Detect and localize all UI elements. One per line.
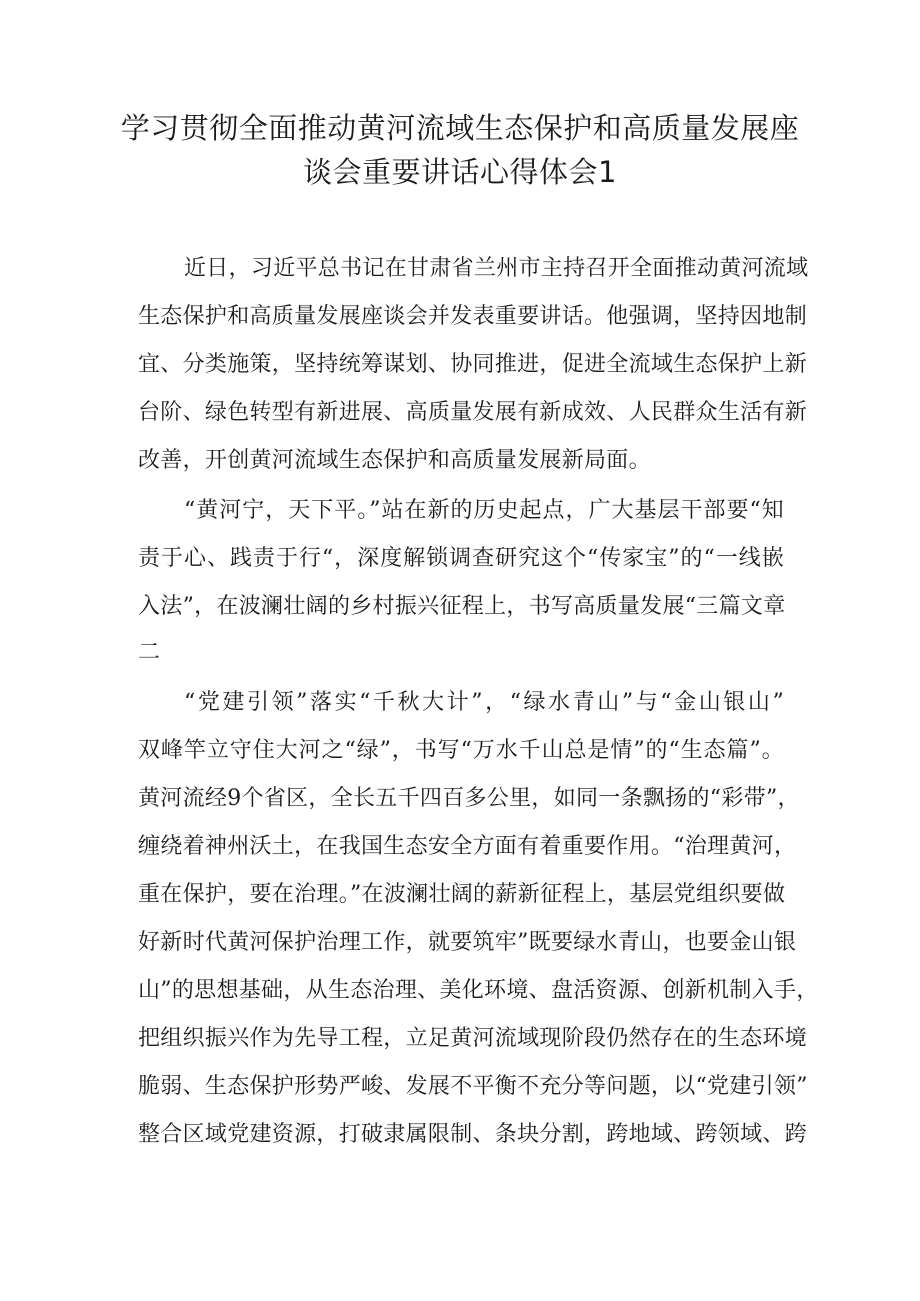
document-title-line-1: 学习贯彻全面推动黄河流域生态保护和高质量发展座 [120, 111, 800, 145]
body-line: 生态保护和高质量发展座谈会并发表重要讲话。他强调，坚持因地制 [138, 304, 808, 329]
body-line: “党建引领”落实“千秋大计”，“绿水青山”与“金山银山” [184, 690, 784, 715]
body-line: 宜、分类施策，坚持统筹谋划、协同推进，促进全流域生态保护上新 [138, 352, 808, 377]
body-line: 责于心、践责于行“，深度解锁调查研究这个“传家宝”的“一线嵌 [138, 546, 784, 571]
body-line: 改善，开创黄河流域生态保护和高质量发展新局面。 [138, 448, 651, 473]
body-line: 缠绕着神州沃土，在我国生态安全方面有着重要作用。“治理黄河， [138, 834, 797, 859]
document-title-line-2: 谈会重要讲话心得体会1 [303, 155, 617, 189]
body-line: “黄河宁，天下平。”站在新的历史起点，广大基层干部要“知 [184, 498, 784, 523]
body-line: 入法”，在波澜壮阔的乡村振兴征程上，书写高质量发展“三篇文章 [138, 594, 786, 619]
body-line: 台阶、绿色转型有新进展、高质量发展有新成效、人民群众生活有新 [138, 400, 808, 425]
body-line: 双峰竿立守住大河之“绿”，书写“万水千山总是情”的“生态篇”。 [138, 738, 784, 763]
body-line: 整合区域党建资源，打破隶属限制、条块分割，跨地域、跨领域、跨 [138, 1122, 808, 1147]
body-line: 好新时代黄河保护治理工作，就要筑牢”既要绿水青山，也要金山银 [138, 930, 797, 955]
body-line: 重在保护，要在治理。”在波澜壮阔的薪新征程上，基层党组织要做 [138, 882, 786, 907]
body-line: 脆弱、生态保护形势严峻、发展不平衡不充分等问题，以“党建引领” [138, 1074, 808, 1099]
body-line: 近日，习近平总书记在甘肃省兰州市主持召开全面推动黄河流域 [184, 256, 809, 281]
body-line: 二 [138, 640, 161, 665]
body-line: 把组织振兴作为先导工程，立足黄河流域现阶段仍然存在的生态环境 [138, 1026, 808, 1051]
body-line: 黄河流经9个省区，全长五千四百多公里，如同一条飘扬的“彩带”， [138, 786, 800, 811]
body-line: 山”的思想基础，从生态治理、美化环境、盘活资源、创新机制入手， [138, 978, 819, 1003]
